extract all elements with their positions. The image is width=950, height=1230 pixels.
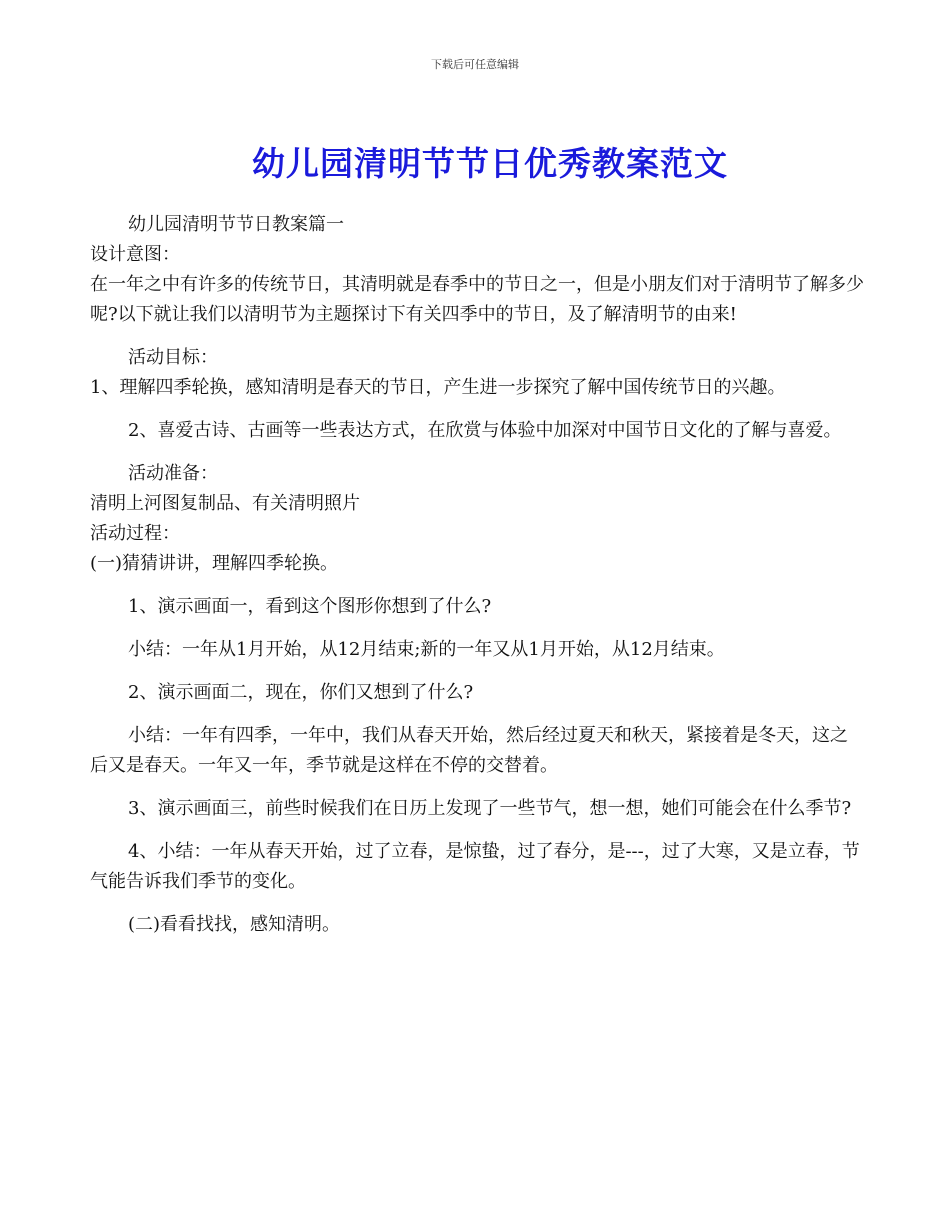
- paragraph: 1、演示画面一，看到这个图形你想到了什么?: [128, 596, 492, 617]
- paragraph: 小结：一年有四季，一年中，我们从春天开始，然后经过夏天和秋天，紧接着是冬天，这之后又是春天。一年又一年，季节就是这样在不停的交替着。: [90, 725, 848, 776]
- paragraph: 3、演示画面三，前些时候我们在日历上发现了一些节气，想一想，她们可能会在什么季节?: [128, 798, 852, 819]
- document-title: 幼儿园清明节节日优秀教案范文: [252, 144, 728, 183]
- paragraph: 4、小结：一年从春天开始，过了立春，是惊蛰，过了春分，是---，过了大寒，又是立春，节气能告诉我们季节的变化。: [90, 841, 860, 892]
- paragraph: 2、演示画面二，现在，你们又想到了什么?: [128, 682, 474, 703]
- paragraph: (一)猜猜讲讲，理解四季轮换。: [90, 553, 339, 574]
- paragraph: 在一年之中有许多的传统节日，其清明就是春季中的节日之一，但是小朋友们对于清明节了解多少呢?以下就让我们以清明节为主题探讨下有关四季中的节日，及了解清明节的由来!: [90, 274, 864, 325]
- paragraph-label: 设计意图：: [90, 244, 180, 265]
- paragraph: 小结：一年从1月开始，从12月结束;新的一年又从1月开始，从12月结束。: [128, 639, 725, 660]
- paragraph: 2、喜爱古诗、古画等一些表达方式，在欣赏与体验中加深对中国节日文化的了解与喜爱。: [128, 420, 842, 441]
- paragraph: 清明上河图复制品、有关清明照片: [90, 493, 360, 514]
- paragraph-label: 活动过程：: [90, 523, 180, 544]
- header-note: 下载后可任意编辑: [431, 58, 519, 71]
- paragraph-label: 活动准备：: [128, 463, 218, 484]
- paragraph: 1、理解四季轮换，感知清明是春天的节日，产生进一步探究了解中国传统节日的兴趣。: [90, 377, 786, 398]
- section-heading: 幼儿园清明节节日教案篇一: [128, 214, 344, 235]
- paragraph: (二)看看找找，感知清明。: [128, 914, 341, 935]
- document-body: [90, 210, 865, 940]
- paragraph-label: 活动目标：: [128, 347, 218, 368]
